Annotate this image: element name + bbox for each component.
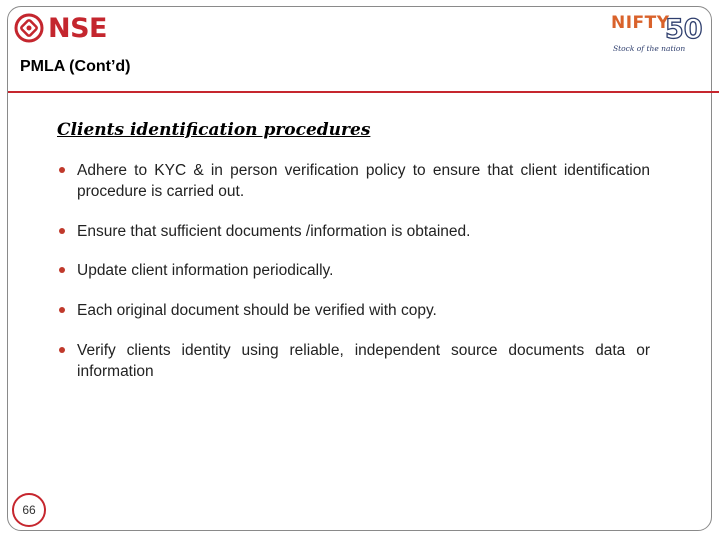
bullet-dot-icon	[59, 347, 65, 353]
nifty-number: 50	[665, 14, 703, 45]
bullet-text: Update client information periodically.	[77, 262, 334, 279]
nse-emblem-icon	[14, 13, 44, 43]
bullet-text: Ensure that sufficient documents /information is obtained.	[77, 223, 471, 240]
slide-header	[8, 7, 711, 93]
nifty-word: NIFTY	[611, 13, 670, 33]
page-number-badge	[12, 493, 46, 527]
bullet-dot-icon	[59, 167, 65, 173]
bullet-text: Each original document should be verified with copy.	[77, 302, 437, 319]
bullet-text: Adhere to KYC & in person verification policy to ensure that client identification procedure is carried out.	[77, 162, 650, 200]
section-title: PMLA (Cont’d)	[20, 58, 131, 75]
bullet-text: Verify clients identity using reliable, independent source documents data or information	[77, 342, 650, 380]
bullet-item	[56, 221, 650, 242]
bullet-dot-icon	[59, 307, 65, 313]
nifty-logo	[611, 11, 711, 59]
nifty-tagline: Stock of the nation	[613, 44, 686, 53]
header-divider	[8, 91, 719, 93]
nifty-50-mark	[663, 11, 711, 45]
content-title: Clients identification procedures	[57, 120, 371, 140]
nse-logo	[14, 11, 107, 45]
bullet-dot-icon	[59, 267, 65, 273]
bullet-dot-icon	[59, 228, 65, 234]
page-number: 66	[22, 503, 36, 517]
bullet-item	[56, 260, 650, 281]
bullet-item	[56, 300, 650, 321]
nse-brand-text: NSE	[48, 12, 107, 44]
bullet-item	[56, 340, 650, 382]
bullet-item	[56, 160, 650, 202]
bullet-list	[56, 160, 650, 382]
